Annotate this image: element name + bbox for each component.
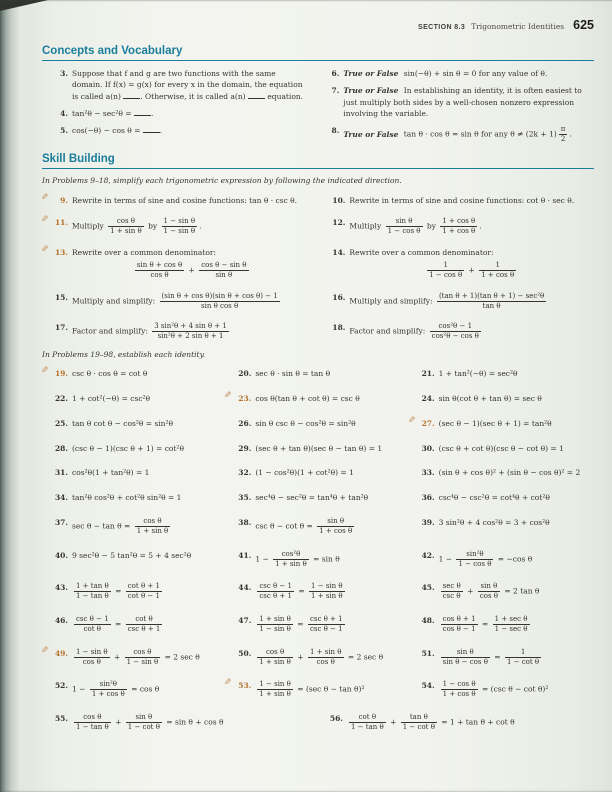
problem-text: $\frac{\text{csc θ − 1}}{\text{csc θ + 1}}$ = $\frac{\text{1 − sin θ}}{\text{1 + sin θ}}$ <box>259 582 343 601</box>
now-work-pencil-icon: ✎ <box>41 245 49 256</box>
problem-47 <box>237 615 410 634</box>
problem-number: 49. <box>54 648 68 658</box>
problem-text: $\frac{\text{sin θ}}{\text{sin θ − cos θ}}$ = $\frac{1}{\text{1 − cot θ}}$ <box>442 647 540 666</box>
problem-44 <box>237 582 410 601</box>
problem-32 <box>237 467 410 478</box>
running-head <box>42 18 594 32</box>
fraction: $\frac{\text{cos θ + 1}}{\text{cos θ − 1}}$ <box>442 615 476 634</box>
problem-49 <box>41 645 227 667</box>
problem-number: 11. <box>54 217 68 227</box>
problem-text: $\frac{\text{cos θ + 1}}{\text{cos θ − 1}}$ = $\frac{\text{1 + sec θ}}{\text{1 − sec θ}}$ <box>442 615 528 634</box>
fraction: $\frac{1}{\text{1 − cos θ}}$ <box>429 261 463 280</box>
fraction: $\frac{\text{cot θ + 1}}{\text{cot θ − 1}}$ <box>127 582 160 601</box>
problem-number: 33. <box>421 468 435 478</box>
fraction: $\frac{\text{sin θ + cos θ}}{\text{cos θ}}$ <box>136 261 183 280</box>
fill-in-blank <box>123 91 140 99</box>
problem-number: 50. <box>238 648 252 658</box>
problem-number: 46. <box>54 616 68 625</box>
problem-number: 54. <box>421 681 435 691</box>
problem-text: (sin θ + cos θ)² + (sin θ − cos θ)² = 2 <box>438 468 581 478</box>
problem-text: (csc θ + cot θ)(csc θ − cot θ) = 1 <box>438 443 564 453</box>
instructions-9-18: In Problems 9–18, simplify each trigonometric expression by following the indicated direction. <box>42 176 402 186</box>
problem-number: 15. <box>54 292 68 302</box>
problem-text: cos θ(tan θ + cot θ) = csc θ <box>255 394 360 404</box>
problem-text: tan²θ cos²θ + cot²θ sin²θ = 1 <box>72 493 182 503</box>
problem-19 <box>41 366 227 379</box>
problem-40 <box>54 550 227 561</box>
page-number: 625 <box>573 18 594 32</box>
problem-text: $\frac{\text{1 − sin θ}}{\text{1 + sin θ}}$ = (sec θ − tan θ)² <box>259 680 365 699</box>
problem-38 <box>237 517 410 536</box>
problem-number: 38. <box>238 517 252 527</box>
problem-number: 23. <box>238 394 252 404</box>
problem-text: $\frac{\text{cos θ}}{\text{1 + sin θ}}$ + $\frac{\text{1 + sin θ}}{\text{cos θ}}$ = 2 sec θ <box>259 647 384 666</box>
problem-24 <box>421 393 594 404</box>
problem-number: 14. <box>332 248 346 258</box>
problem-text: tan θ cot θ − cos²θ = sin²θ <box>72 418 174 428</box>
problem-number: 22. <box>54 394 68 404</box>
now-work-pencil-icon: ✎ <box>41 192 49 203</box>
problem-number: 52. <box>54 681 68 691</box>
problem-number: 28. <box>54 443 68 453</box>
problem-20 <box>237 368 410 379</box>
problem-text: csc⁴θ − csc²θ = cot⁴θ + cot²θ <box>438 493 550 503</box>
problem-56 <box>329 713 594 732</box>
problem-text: Rewrite over a common denominator: $\frac{\text{sin θ + cos θ}}{\text{cos θ}}$ + $\frac{\text{cos θ − sin θ}}{\text{sin θ}}$ <box>72 248 247 280</box>
problem-42 <box>421 550 594 569</box>
fraction: $\frac{\pi}{2}$ <box>560 125 566 144</box>
instructions-19-98: In Problems 19–98, establish each identity. <box>42 349 206 359</box>
fill-in-blank <box>143 125 160 133</box>
problem-number: 51. <box>421 648 435 658</box>
problem-text: 9 sec²θ − 5 tan²θ = 5 + 4 sec²θ <box>72 550 192 560</box>
fraction: $\frac{\text{sin²θ}}{\text{1 + cos θ}}$ <box>91 680 125 699</box>
fraction: $\frac{\text{3 sin²θ + 4 sin θ + 1}}{\text{sin²θ + 2 sin θ + 1}}$ <box>154 321 227 340</box>
fraction: $\frac{\text{cos²θ − 1}}{\text{cos²θ − cos θ}}$ <box>431 321 479 340</box>
problem-text: $\frac{\text{1 − sin θ}}{\text{cos θ}}$ + $\frac{\text{cos θ}}{\text{1 − sin θ}}$ = 2 sec θ <box>76 647 200 666</box>
problem-number: 32. <box>238 468 252 478</box>
problem-number: 44. <box>238 583 252 593</box>
fraction: $\frac{\text{1 + tan θ}}{\text{1 − tan θ}}$ <box>76 582 109 601</box>
problem-number: 9. <box>60 195 68 205</box>
problem-text: Suppose that f and g are two functions with the same domain. If f(x) = g(x) for every x in the domain, the equation is called a(n) . Otherwise, it is called a(n) equation. <box>72 69 304 101</box>
problem-5 <box>54 125 307 136</box>
problem-text: 3 sin²θ + 4 cos²θ = 3 + cos²θ <box>438 517 550 527</box>
fraction: $\frac{\text{cos θ}}{\text{1 + sin θ}}$ <box>110 216 142 236</box>
fraction: $\frac{\text{1 − sin θ}}{\text{1 + sin θ}}$ <box>259 680 291 699</box>
problem-text: Factor and simplify: $\frac{\text{3 sin²θ + 4 sin θ + 1}}{\text{sin²θ + 2 sin θ + 1}}$ <box>72 321 227 340</box>
problem-text: Factor and simplify: $\frac{\text{cos²θ − 1}}{\text{cos²θ − cos θ}}$ <box>349 321 479 340</box>
problem-6 <box>325 68 594 79</box>
problem-number: 47. <box>238 616 252 625</box>
problem-number: 20. <box>238 369 252 379</box>
now-work-pencil-icon: ✎ <box>224 678 232 689</box>
problem-30 <box>421 443 594 454</box>
problem-50 <box>237 648 410 667</box>
problem-36 <box>421 492 594 503</box>
problem-text: Multiply and simplify: $\frac{\text{(sin θ + cos θ)(sin θ + cos θ) − 1}}{\text{sin θ cos θ}}$ <box>72 291 278 310</box>
problem-text: sin θ(cot θ + tan θ) = sec θ <box>438 394 542 404</box>
problem-26 <box>237 418 410 429</box>
problem-number: 7. <box>331 86 340 96</box>
fraction: $\frac{\text{(tan θ + 1)(tan θ + 1) − sec²θ}}{\text{tan θ}}$ <box>438 291 545 310</box>
problem-text: $\frac{\text{1 + tan θ}}{\text{1 − tan θ}}$ = $\frac{\text{cot θ + 1}}{\text{cot θ − 1}}$ <box>76 582 160 601</box>
problem-text: Rewrite over a common denominator: $\frac{1}{\text{1 − cos θ}}$ + $\frac{1}{\text{1 + cos θ}}$ <box>349 248 515 280</box>
problem-18 <box>331 322 594 341</box>
problem-11 <box>41 214 311 236</box>
fraction: $\frac{\text{1 + sin θ}}{\text{cos θ}}$ <box>309 647 342 666</box>
problem-text: True or False In establishing an identity, it is often easiest to just multiply both sides by a well-chosen nonzero expression involving the variable. <box>343 86 582 118</box>
problem-text: Multiply $\frac{\text{cos θ}}{\text{1 + sin θ}}$ by $\frac{\text{1 − sin θ}}{\text{1 − sin θ}}$ . <box>72 216 202 236</box>
concepts-right-column <box>325 68 594 144</box>
fraction: $\frac{\text{tan θ}}{\text{1 − cot θ}}$ <box>402 713 435 732</box>
problem-text: True or False sin(−θ) + sin θ = 0 for any value of θ. <box>343 69 548 78</box>
now-work-pencil-icon: ✎ <box>41 366 49 377</box>
problem-number: 25. <box>54 418 68 428</box>
problem-number: 53. <box>238 681 252 691</box>
section-title: Trigonometric Identities <box>471 22 565 31</box>
problem-number: 41. <box>238 550 252 560</box>
problem-39 <box>421 517 594 528</box>
fraction: $\frac{\text{sin θ}}{\text{1 − cot θ}}$ <box>127 713 160 732</box>
problem-23 <box>224 391 410 404</box>
problem-21 <box>421 368 594 379</box>
problem-number: 3. <box>60 69 68 78</box>
problem-text: sec θ · sin θ = tan θ <box>255 369 331 379</box>
skill-building-heading: Skill Building <box>42 153 594 169</box>
problem-text: (sec θ + tan θ)(sec θ − tan θ) = 1 <box>255 443 383 453</box>
problem-number: 39. <box>421 517 435 527</box>
now-work-pencil-icon: ✎ <box>407 415 416 426</box>
problem-number: 48. <box>421 616 435 625</box>
problem-text: Multiply and simplify: $\frac{\text{(tan θ + 1)(tan θ + 1) − sec²θ}}{\text{tan θ}}$ <box>349 291 545 310</box>
problem-52 <box>54 680 227 699</box>
problem-15 <box>54 292 311 311</box>
problem-text: 1 + cot²(−θ) = csc²θ <box>72 394 151 404</box>
problem-17 <box>54 322 311 341</box>
problem-number: 42. <box>421 550 435 560</box>
problem-text: $\frac{\text{cot θ}}{\text{1 − tan θ}}$ + $\frac{\text{tan θ}}{\text{1 − cot θ}}$ = 1 + tan θ + cot θ <box>350 713 515 732</box>
problem-text: tan²θ − sec²θ = . <box>72 108 154 118</box>
problem-45 <box>421 582 594 601</box>
problem-text: (1 − cos²θ)(1 + cot²θ) = 1 <box>255 468 354 478</box>
problem-46 <box>54 615 227 634</box>
problem-53 <box>224 678 410 699</box>
problem-number: 24. <box>421 394 435 404</box>
fraction: $\frac{1}{\text{1 + cos θ}}$ <box>481 261 515 280</box>
problem-number: 18. <box>332 322 346 332</box>
section-label: SECTION 8.3 <box>418 24 466 31</box>
problem-text: 1 − $\frac{\text{sin²θ}}{\text{1 − cos θ}}$ = −cos θ <box>438 549 533 568</box>
fraction: $\frac{\text{sin θ}}{\text{1 + cos θ}}$ <box>319 516 353 536</box>
problem-25 <box>54 418 227 429</box>
problem-9 <box>41 192 311 206</box>
page-edge-shadow <box>0 0 30 792</box>
problem-34 <box>54 492 227 503</box>
page-top-shadow <box>0 0 612 2</box>
problem-text: sin θ csc θ − cos²θ = sin²θ <box>255 418 356 428</box>
problem-13 <box>41 245 311 280</box>
problem-22 <box>54 393 227 404</box>
problem-number: 45. <box>421 583 435 593</box>
fraction: $\frac{\text{(sin θ + cos θ)(sin θ + cos θ) − 1}}{\text{sin θ cos θ}}$ <box>161 291 278 310</box>
problem-number: 43. <box>54 583 68 593</box>
problem-14 <box>331 247 594 280</box>
fraction: $\frac{\text{sin θ}}{\text{cos θ}}$ <box>479 582 498 601</box>
problem-text: Rewrite in terms of sine and cosine functions: tan θ · csc θ. <box>72 195 298 205</box>
problem-43 <box>54 582 227 601</box>
problem-text: $\frac{\text{1 + sin θ}}{\text{1 − sin θ}}$ = $\frac{\text{csc θ + 1}}{\text{csc θ − 1}}$ <box>259 615 343 634</box>
problem-text: 1 − $\frac{\text{sin²θ}}{\text{1 + cos θ}}$ = cos θ <box>72 680 160 699</box>
problem-text: Multiply $\frac{\text{sin θ}}{\text{1 − cos θ}}$ by $\frac{\text{1 + cos θ}}{\text{1 + cos θ}}$ . <box>349 216 482 236</box>
fraction: $\frac{\text{cos θ − sin θ}}{\text{sin θ}}$ <box>201 261 247 280</box>
fraction: $\frac{\text{1 + sec θ}}{\text{1 − sec θ}}$ <box>494 615 528 634</box>
problem-number: 34. <box>54 493 68 503</box>
problem-text: 1 − $\frac{\text{cos²θ}}{\text{1 + sin θ}}$ = sin θ <box>255 549 340 568</box>
problem-number: 30. <box>421 443 435 453</box>
problem-number: 8. <box>331 126 340 135</box>
problem-55 <box>54 713 319 732</box>
fraction: $\frac{\text{csc θ − 1}}{\text{csc θ + 1}}$ <box>259 582 292 601</box>
problem-number: 40. <box>54 550 68 560</box>
problem-12 <box>331 217 594 236</box>
problem-text: (csc θ − 1)(csc θ + 1) = cot²θ <box>72 443 184 453</box>
fraction: $\frac{\text{1 + cos θ}}{\text{1 + cos θ}}$ <box>442 216 476 236</box>
problem-16 <box>331 292 594 311</box>
fill-in-blank <box>248 91 265 99</box>
problem-text: sec⁴θ − sec²θ = tan⁴θ + tan²θ <box>255 493 369 503</box>
problem-number: 31. <box>54 468 68 478</box>
problem-4 <box>54 108 307 119</box>
problem-text: $\frac{\text{1 − cos θ}}{\text{1 + cos θ}}$ = (csc θ − cot θ)² <box>442 680 549 699</box>
problem-number: 5. <box>60 126 68 135</box>
problem-8 <box>325 125 594 144</box>
problem-number: 37. <box>54 517 68 527</box>
fraction: $\frac{\text{cos θ}}{\text{1 − sin θ}}$ <box>126 647 159 666</box>
problem-number: 27. <box>421 418 435 428</box>
problem-31 <box>54 467 227 478</box>
problems-9-18 <box>41 192 594 341</box>
concepts-columns <box>42 68 594 144</box>
problem-number: 35. <box>238 493 252 503</box>
problem-27 <box>407 415 594 429</box>
concepts-section <box>42 45 594 144</box>
problem-text: True or False tan θ · cos θ = sin θ for any θ ≠ (2k + 1) $\frac{\pi}{2}$ . <box>343 125 572 144</box>
fraction: $\frac{\text{cos θ}}{\text{1 + sin θ}}$ <box>136 516 169 536</box>
problem-text: Rewrite in terms of sine and cosine functions: cot θ · sec θ. <box>349 195 575 205</box>
problem-number: 10. <box>332 195 346 205</box>
problem-number: 16. <box>332 292 346 302</box>
problem-51 <box>421 648 594 667</box>
now-work-pencil-icon: ✎ <box>41 645 49 656</box>
fraction: $\frac{\text{sin θ}}{\text{sin θ − cos θ}}$ <box>442 647 488 666</box>
problem-number: 29. <box>238 443 252 453</box>
problem-text: cos²θ(1 + tan²θ) = 1 <box>72 468 150 478</box>
problems-19-56 <box>42 368 594 732</box>
problem-48 <box>421 615 594 634</box>
problem-text: $\frac{\text{sec θ}}{\text{csc θ}}$ + $\frac{\text{sin θ}}{\text{cos θ}}$ = 2 tan θ <box>442 582 540 601</box>
now-work-pencil-icon: ✎ <box>41 214 49 225</box>
problem-37 <box>54 517 227 536</box>
fraction: $\frac{\text{1 + sin θ}}{\text{1 − sin θ}}$ <box>259 615 291 634</box>
problem-text: csc θ · cos θ = cot θ <box>72 369 148 379</box>
problem-text: (sec θ − 1)(sec θ + 1) = tan²θ <box>438 418 552 428</box>
fraction: $\frac{\text{sin²θ}}{\text{1 − cos θ}}$ <box>458 549 492 568</box>
now-work-pencil-icon: ✎ <box>224 391 232 402</box>
problem-text: sec θ − tan θ = $\frac{\text{cos θ}}{\text{1 + sin θ}}$ <box>72 516 169 536</box>
fraction: $\frac{\text{csc θ + 1}}{\text{csc θ − 1}}$ <box>309 615 343 634</box>
page-content <box>42 18 594 741</box>
problem-10 <box>331 195 594 206</box>
fraction: $\frac{\text{1 − cos θ}}{\text{1 + cos θ}}$ <box>442 680 476 699</box>
problem-text: 1 + tan²(−θ) = sec²θ <box>438 369 518 379</box>
problem-number: 4. <box>60 108 68 118</box>
problem-number: 26. <box>238 418 252 428</box>
problem-29 <box>237 443 410 454</box>
fraction: $\frac{\text{1 − sin θ}}{\text{1 + sin θ}}$ <box>311 582 343 601</box>
skill-building-section <box>42 153 594 732</box>
fraction: $\frac{\text{cot θ}}{\text{1 − tan θ}}$ <box>350 713 384 732</box>
problem-number: 21. <box>421 369 435 379</box>
fraction: $\frac{\text{sec θ}}{\text{csc θ}}$ <box>442 582 461 601</box>
fill-in-blank <box>134 108 151 116</box>
problem-7 <box>325 85 594 119</box>
fraction: $\frac{\text{cot θ}}{\text{csc θ + 1}}$ <box>127 615 161 634</box>
problem-number: 36. <box>421 493 435 503</box>
problem-text: $\frac{\text{csc θ − 1}}{\text{cot θ}}$ = $\frac{\text{cot θ}}{\text{csc θ + 1}}$ <box>76 615 161 634</box>
problem-3 <box>54 68 307 102</box>
problem-35 <box>237 492 410 503</box>
problem-number: 56. <box>329 714 343 724</box>
problem-41 <box>237 550 410 569</box>
concepts-left-column <box>54 68 307 144</box>
problem-33 <box>421 467 594 478</box>
problem-54 <box>421 680 594 699</box>
problem-number: 19. <box>54 369 68 379</box>
problem-number: 6. <box>331 69 340 78</box>
problem-number: 17. <box>54 322 68 332</box>
fraction: $\frac{\text{csc θ − 1}}{\text{cot θ}}$ <box>76 615 109 634</box>
fraction: $\frac{\text{cos²θ}}{\text{1 + sin θ}}$ <box>275 549 307 568</box>
fraction: $\frac{\text{cos θ}}{\text{1 + sin θ}}$ <box>259 647 291 666</box>
problem-number: 13. <box>54 248 68 258</box>
problem-text: cos(−θ) − cos θ = . <box>72 126 163 135</box>
fraction: $\frac{\text{cos θ}}{\text{1 − tan θ}}$ <box>76 713 109 732</box>
fraction: $\frac{\text{sin θ}}{\text{1 − cos θ}}$ <box>387 216 421 236</box>
concepts-heading: Concepts and Vocabulary <box>42 45 594 61</box>
problem-number: 12. <box>332 217 346 227</box>
fraction: $\frac{\text{1 − sin θ}}{\text{1 − sin θ}}$ <box>163 216 196 236</box>
problem-text: csc θ − cot θ = $\frac{\text{sin θ}}{\text{1 + cos θ}}$ <box>255 516 353 536</box>
problem-number: 55. <box>54 714 68 724</box>
problem-28 <box>54 443 227 454</box>
fraction: $\frac{\text{1 − sin θ}}{\text{cos θ}}$ <box>76 647 108 666</box>
problem-text: $\frac{\text{cos θ}}{\text{1 − tan θ}}$ + $\frac{\text{sin θ}}{\text{1 − cot θ}}$ = sin θ + cos θ <box>76 713 224 732</box>
fraction: $\frac{1}{\text{1 − cot θ}}$ <box>506 647 540 666</box>
